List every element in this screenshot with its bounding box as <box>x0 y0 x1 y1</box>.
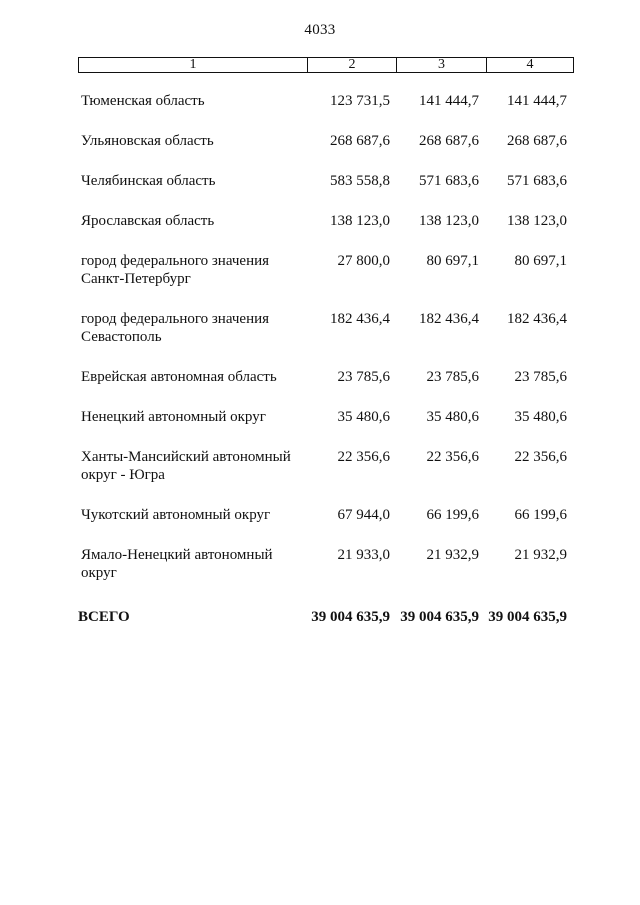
value-col-4: 571 683,6 <box>507 173 567 189</box>
value-col-3: 35 480,6 <box>426 409 479 425</box>
value-col-3: 141 444,7 <box>419 93 479 109</box>
value-col-3: 80 697,1 <box>426 253 479 269</box>
value-col-4: 66 199,6 <box>514 507 567 523</box>
total-col-4: 39 004 635,9 <box>488 609 567 625</box>
column-header-1: 1 <box>189 57 197 72</box>
region-name: город федерального значения Севастополь <box>81 311 270 345</box>
region-name: Ярославская область <box>81 213 215 229</box>
value-col-3: 182 436,4 <box>419 311 479 327</box>
table-header-row <box>78 57 574 73</box>
value-col-2: 35 480,6 <box>337 409 390 425</box>
value-col-2: 182 436,4 <box>330 311 390 327</box>
region-name: Челябинская область <box>81 173 216 189</box>
value-col-3: 66 199,6 <box>426 507 479 523</box>
total-label: ВСЕГО <box>78 609 130 625</box>
region-name: Ямало-Ненецкий автономный округ <box>81 547 273 581</box>
value-col-2: 268 687,6 <box>330 133 390 149</box>
value-col-4: 21 932,9 <box>514 547 567 563</box>
region-name: Ненецкий автономный округ <box>81 409 266 425</box>
column-header-2: 2 <box>307 58 396 72</box>
total-col-2: 39 004 635,9 <box>311 609 390 625</box>
value-col-4: 268 687,6 <box>507 133 567 149</box>
value-col-2: 21 933,0 <box>337 547 390 563</box>
value-col-2: 27 800,0 <box>337 253 390 269</box>
value-col-2: 23 785,6 <box>337 369 390 385</box>
value-col-4: 182 436,4 <box>507 311 567 327</box>
value-col-3: 138 123,0 <box>419 213 479 229</box>
total-col-3: 39 004 635,9 <box>400 609 479 625</box>
region-name: Ханты-Мансийский автономный округ - Югра <box>81 449 291 483</box>
value-col-3: 23 785,6 <box>426 369 479 385</box>
region-name: Еврейская автономная область <box>81 369 277 385</box>
value-col-2: 583 558,8 <box>330 173 390 189</box>
value-col-3: 22 356,6 <box>426 449 479 465</box>
region-name: Ульяновская область <box>81 133 214 149</box>
region-name: Чукотский автономный округ <box>81 507 271 523</box>
region-name: Тюменская область <box>81 93 205 109</box>
value-col-3: 21 932,9 <box>426 547 479 563</box>
value-col-4: 22 356,6 <box>514 449 567 465</box>
value-col-2: 123 731,5 <box>330 93 390 109</box>
column-header-4: 4 <box>486 58 573 72</box>
value-col-4: 138 123,0 <box>507 213 567 229</box>
value-col-2: 22 356,6 <box>337 449 390 465</box>
value-col-3: 268 687,6 <box>419 133 479 149</box>
region-name: город федерального значения Санкт-Петербург <box>81 253 270 287</box>
value-col-4: 80 697,1 <box>514 253 567 269</box>
value-col-4: 23 785,6 <box>514 369 567 385</box>
value-col-3: 571 683,6 <box>419 173 479 189</box>
value-col-4: 141 444,7 <box>507 93 567 109</box>
value-col-2: 138 123,0 <box>330 213 390 229</box>
value-col-2: 67 944,0 <box>337 507 390 523</box>
value-col-4: 35 480,6 <box>514 409 567 425</box>
page-number: 4033 <box>304 22 336 38</box>
column-header-3: 3 <box>396 58 486 72</box>
